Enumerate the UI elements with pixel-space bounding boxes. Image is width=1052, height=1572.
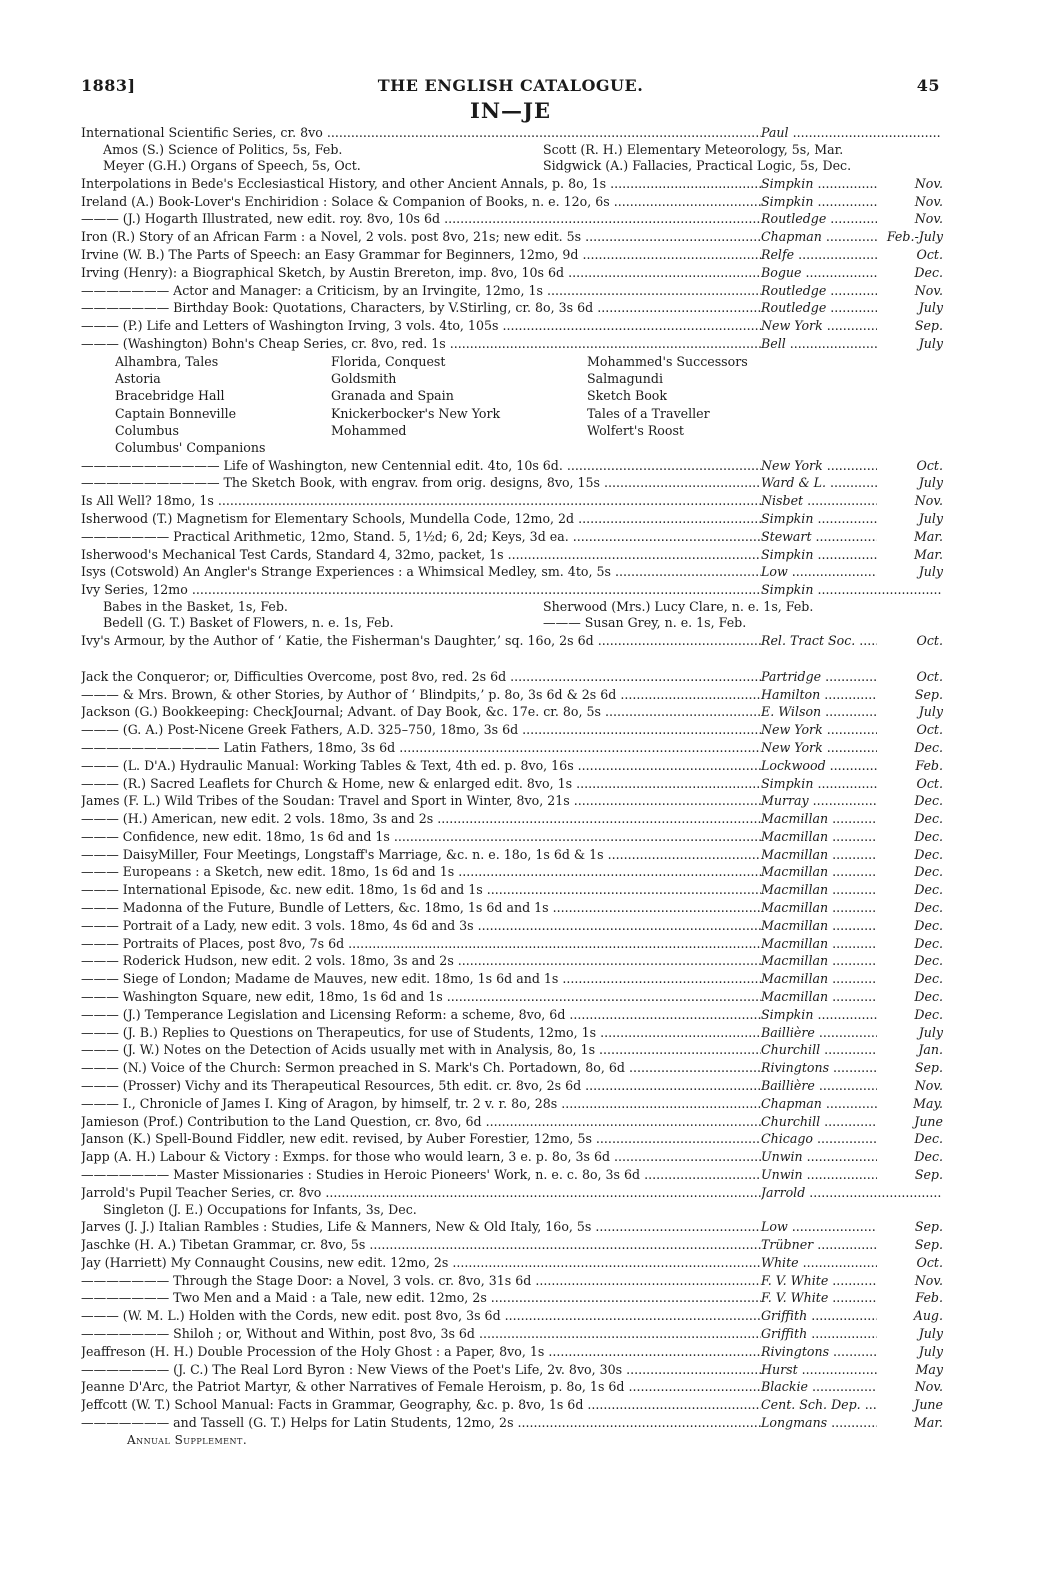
entry-publisher: Blackie ..... [761,1378,941,1396]
entry-title: ——————— Shiloh ; or, Without and Within, post 8vo, 3s 6d ..... [81,1325,761,1343]
entry-title: Isherwood (T.) Magnetism for Elementary Schools, Mundella Code, 12mo, 2d ..... [81,510,761,528]
catalogue-entry [81,1059,943,1077]
entry-publisher: Low ..... [761,563,941,581]
catalogue-entry [81,1414,943,1432]
entry-publisher: Rivingtons ..... [761,1059,941,1077]
sub-entry: Sherwood (Mrs.) Lucy Clare, n. e. 1s, Feb. [543,598,814,614]
entry-title: ——— (H.) American, new edit. 2 vols. 18mo, 3s and 2s ..... [81,810,761,828]
catalogue-entry [81,1041,943,1059]
entry-publisher: Unwin ..... [761,1148,941,1166]
entry-title: Irvine (W. B.) The Parts of Speech: an Easy Grammar for Beginners, 12mo, 9d ..... [81,246,761,264]
entry-month: Sep. [877,317,943,335]
entry-title: Jackson (G.) Bookkeeping: CheckJournal; Advant. of Day Book, &c. 17e. cr. 8o, 5s ..... [81,703,761,721]
entry-title: ——— Siege of London; Madame de Mauves, new edit. 18mo, 1s 6d and 1s ..... [81,970,761,988]
header-year: 1883] [81,76,136,95]
entry-title: Jamieson (Prof.) Contribution to the Land Question, cr. 8vo, 6d ..... [81,1113,761,1131]
work-title: Astoria [115,371,161,387]
entry-publisher: Griffith ..... [761,1325,941,1343]
catalogue-entry [81,1272,943,1290]
catalogue-entry [81,775,943,793]
entry-title: ——— (J.) Hogarth Illustrated, new edit. roy. 8vo, 10s 6d ..... [81,210,761,228]
work-title: Alhambra, Tales [115,353,219,369]
catalogue-entry [81,1148,943,1166]
entry-publisher: Macmillan ..... [761,988,941,1006]
work-title: Granada and Spain [331,388,454,404]
work-title: Goldsmith [331,371,397,387]
sub-entry: Amos (S.) Science of Politics, 5s, Feb. [103,141,343,157]
entry-title: ——————— Two Men and a Maid : a Tale, new edit. 12mo, 2s ..... [81,1289,761,1307]
catalogue-entry [81,210,943,228]
catalogue-entry [81,686,943,704]
entry-title: ——————— (J. C.) The Real Lord Byron : New Views of the Poet's Life, 2v. 8vo, 30s ..... [81,1361,761,1379]
work-title: Wolfert's Roost [587,422,684,438]
entry-publisher: Routledge ..... [761,299,941,317]
entry-publisher: Simpkin ..... [761,193,941,211]
entry-month: May [877,1361,943,1379]
catalogue-entry [81,1077,943,1095]
entry-publisher: Routledge ..... [761,282,941,300]
catalogue-entry [81,917,943,935]
catalogue-entry [81,1325,943,1343]
entry-publisher: Griffith ..... [761,1307,941,1325]
entry-title: ——— (W. M. L.) Holden with the Cords, new edit. post 8vo, 3s 6d ..... [81,1307,761,1325]
entry-month: Dec. [877,1148,943,1166]
entry-title: ——— Madonna of the Future, Bundle of Letters, &c. 18mo, 1s 6d and 1s ..... [81,899,761,917]
entry-month: Oct. [877,457,943,475]
catalogue-entry [81,1095,943,1113]
entry-publisher: New York ..... [761,739,941,757]
work-title [331,439,587,456]
entry-month: Oct. [877,1254,943,1272]
entry-title: Ivy's Armour, by the Author of ‘ Katie, the Fisherman's Daughter,’ sq. 16o, 2s 6d ..... [81,632,761,650]
entry-title: Isherwood's Mechanical Test Cards, Standard 4, 32mo, packet, 1s ..... [81,546,761,564]
entry-publisher: Relfe ..... [761,246,941,264]
entry-title: Iron (R.) Story of an African Farm : a Novel, 2 vols. post 8vo, 21s; new edit. 5s ..... [81,228,761,246]
sub-entry-row [81,615,940,632]
work-title: Salmagundi [587,371,663,387]
sub-entry-row [81,158,940,175]
entries-block-6 [81,1218,943,1432]
entry-publisher: Macmillan ..... [761,917,941,935]
catalogue-entry [81,757,943,775]
entry-month: Oct. [877,668,943,686]
irving-works-grid [81,353,940,457]
catalogue-entry [81,1024,943,1042]
entry-title: Jarrold's Pupil Teacher Series, cr. 8vo ..... [81,1184,761,1202]
entry-title: ——— (Prosser) Vichy and its Therapeutical Resources, 5th edit. cr. 8vo, 2s 6d ..... [81,1077,761,1095]
sub-entry-row [81,1202,940,1219]
entry-title: Janson (K.) Spell-Bound Fiddler, new edit. revised, by Auber Forestier, 12mo, 5s ..... [81,1130,761,1148]
catalogue-entry [81,1130,943,1148]
entry-title: Ireland (A.) Book-Lover's Enchiridion : Solace & Companion of Books, n. e. 12o, 6s ..... [81,193,761,211]
sub-entry: Sidgwick (A.) Fallacies, Practical Logic, 5s, Dec. [543,158,852,174]
entry-title: ——————————— Life of Washington, new Centennial edit. 4to, 10s 6d. ..... [81,457,761,475]
subentries-3 [81,1202,940,1219]
entry-month: Dec. [877,1130,943,1148]
entry-month: July [877,474,943,492]
catalogue-entry [81,335,943,353]
entry-title: Jack the Conqueror; or, Difficulties Overcome, post 8vo, red. 2s 6d ..... [81,668,761,686]
entry-publisher: Simpkin ..... [761,1006,941,1024]
entry-month: Dec. [877,970,943,988]
entry-publisher: Simpkin ..... [761,175,941,193]
entry-publisher: Macmillan ..... [761,863,941,881]
entry-title: ——————————— The Sketch Book, with engrav. from orig. designs, 8vo, 15s ..... [81,474,761,492]
entry-publisher: Churchill ..... [761,1041,941,1059]
catalogue-entry [81,563,943,581]
entry-publisher: F. V. White ..... [761,1272,941,1290]
catalogue-entry [81,1218,943,1236]
catalogue-entry [81,492,943,510]
entry-month: Dec. [877,264,943,282]
entry-month: Nov. [877,210,943,228]
entry-title: Jeanne D'Arc, the Patriot Martyr, & other Narratives of Female Heroism, p. 8o, 1s 6d ..... [81,1378,761,1396]
entry-month: June [877,1396,943,1414]
entry-title: ——————————— Latin Fathers, 18mo, 3s 6d ..... [81,739,761,757]
entry-title: ——— (Washington) Bohn's Cheap Series, cr. 8vo, red. 1s ..... [81,335,761,353]
entry-month: Dec. [877,917,943,935]
entry-month: Sep. [877,1218,943,1236]
entry-publisher: Murray ..... [761,792,941,810]
sub-entry: Meyer (G.H.) Organs of Speech, 5s, Oct. [103,158,361,174]
entry-publisher: Simpkin ..... [761,546,941,564]
entry-title: ——————— Practical Arithmetic, 12mo, Stand. 5, 1½d; 6, 2d; Keys, 3d ea. ..... [81,528,761,546]
entry-title: ——————— Through the Stage Door: a Novel, 3 vols. cr. 8vo, 31s 6d ..... [81,1272,761,1290]
entry-month: Dec. [877,846,943,864]
catalogue-entry [81,299,943,317]
catalogue-entry [81,792,943,810]
entry-title: ——— I., Chronicle of James I. King of Aragon, by himself, tr. 2 v. r. 8o, 28s ..... [81,1095,761,1113]
entry-publisher: Hamilton ..... [761,686,941,704]
entry-month: July [877,703,943,721]
catalogue-entry [81,1236,943,1254]
catalogue-entry [81,863,943,881]
catalogue-entry [81,952,943,970]
entry-month: July [877,510,943,528]
entry-month: Aug. [877,1307,943,1325]
entry-title: ——— (N.) Voice of the Church: Sermon preached in S. Mark's Ch. Portadown, 8o, 6d ..... [81,1059,761,1077]
entry-month: Mar. [877,546,943,564]
entry-month: Nov. [877,175,943,193]
entry-month: Sep. [877,1059,943,1077]
work-title: Mohammed [331,422,407,438]
entry-title: ——— Confidence, new edit. 18mo, 1s 6d and 1s ..... [81,828,761,846]
entry-month: Mar. [877,1414,943,1432]
entry-title: ——— & Mrs. Brown, & other Stories, by Author of ‘ Blindpits,’ p. 8o, 3s 6d & 2s 6d ..... [81,686,761,704]
entry-publisher: Longmans ..... [761,1414,941,1432]
entry-title: ——— (J. W.) Notes on the Detection of Acids usually met with in Analysis, 8o, 1s ..... [81,1041,761,1059]
entry-month: May. [877,1095,943,1113]
entry-title: ——— Roderick Hudson, new edit. 2 vols. 18mo, 3s and 2s ..... [81,952,761,970]
entry-publisher: Rel. Tract Soc. ..... [761,632,941,650]
entry-month: Dec. [877,810,943,828]
entry-publisher: Partridge ..... [761,668,941,686]
entry-month: Sep. [877,1236,943,1254]
catalogue-entry [81,970,943,988]
entry-month: Dec. [877,988,943,1006]
sub-entry: Scott (R. H.) Elementary Meteorology, 5s, Mar. [543,141,844,157]
entry-publisher: Macmillan ..... [761,810,941,828]
catalogue-entry [81,1166,943,1184]
entry-month: Dec. [877,881,943,899]
entry-publisher: Macmillan ..... [761,899,941,917]
catalogue-entry [81,1113,943,1131]
entry-publisher: E. Wilson ..... [761,703,941,721]
entry-title: ——— (L. D'A.) Hydraulic Manual: Working Tables & Text, 4th ed. p. 8vo, 16s ..... [81,757,761,775]
entry-month: Dec. [877,1006,943,1024]
entry-publisher: White ..... [761,1254,941,1272]
catalogue-entry [81,1254,943,1272]
entry-month: July [877,299,943,317]
entry-title: Ivy Series, 12mo ..... [81,581,761,599]
catalogue-entry [81,317,943,335]
entry-month: June [877,1113,943,1131]
work-title: Sketch Book [587,388,667,404]
entry-title: Irving (Henry): a Biographical Sketch, by Austin Brereton, imp. 8vo, 10s 6d ..... [81,264,761,282]
entry-month: July [877,335,943,353]
sub-entry: Singleton (J. E.) Occupations for Infants, 3s, Dec. [103,1201,417,1217]
section-heading: IN—JE [470,98,551,123]
entry-title: ——— (G. A.) Post-Nicene Greek Fathers, A.D. 325–750, 18mo, 3s 6d ..... [81,721,761,739]
work-title: Knickerbocker's New York [331,405,501,421]
entry-title: ——— (R.) Sacred Leaflets for Church & Home, new & enlarged edit. 8vo, 1s ..... [81,775,761,793]
entry-title: ——— Portrait of a Lady, new edit. 3 vols. 18mo, 4s 6d and 3s ..... [81,917,761,935]
sub-entry-row [81,142,940,159]
footer-signature: Annual Supplement. [127,1432,248,1447]
entry-month: Oct. [877,632,943,650]
entry-publisher: Trübner ..... [761,1236,941,1254]
entry-publisher: Ward & L. ..... [761,474,941,492]
entry-publisher: Stewart ..... [761,528,941,546]
entry-title: Jarves (J. J.) Italian Rambles : Studies, Life & Manners, New & Old Italy, 16o, 5s ..... [81,1218,761,1236]
entry-publisher: Simpkin ..... [761,581,941,599]
entry-month: Nov. [877,1378,943,1396]
entry-title: Interpolations in Bede's Ecclesiastical History, and other Ancient Annals, p. 8o, 1s ..... [81,175,761,193]
entry-publisher: Simpkin ..... [761,775,941,793]
entry-month: Feb. [877,757,943,775]
sub-entry: Bedell (G. T.) Basket of Flowers, n. e. 1s, Feb. [103,615,394,631]
sub-entry-row [81,599,940,616]
entry-publisher: Rivingtons ..... [761,1343,941,1361]
entry-month: Nov. [877,492,943,510]
work-title: Captain Bonneville [115,405,237,421]
entry-publisher: New York ..... [761,721,941,739]
catalogue-entry [81,246,943,264]
entry-title: ——————— and Tassell (G. T.) Helps for Latin Students, 12mo, 2s ..... [81,1414,761,1432]
entry-title: ——————— Actor and Manager: a Criticism, by an Irvingite, 12mo, 1s ..... [81,282,761,300]
catalogue-entry [81,935,943,953]
entry-title: ——— Portraits of Places, post 8vo, 7s 6d ..... [81,935,761,953]
sub-entry: ——— Susan Grey, n. e. 1s, Feb. [543,615,747,631]
catalogue-entry [81,881,943,899]
catalogue-entry [81,1343,943,1361]
subentries-2 [81,599,940,632]
entry-month: Dec. [877,899,943,917]
running-header [81,76,940,96]
entry-title: Jay (Harriett) My Connaught Cousins, new edit. 12mo, 2s ..... [81,1254,761,1272]
catalogue-entry [81,846,943,864]
catalogue-entry [81,510,943,528]
entry-title: ——————— Master Missionaries : Studies in Heroic Pioneers' Work, n. e. c. 8o, 3s 6d ..... [81,1166,761,1184]
catalogue-entry [81,739,943,757]
entry-month: Nov. [877,1077,943,1095]
entry-month: Sep. [877,686,943,704]
entry-publisher: Nisbet ..... [761,492,941,510]
entry-month: Dec. [877,792,943,810]
entry-title: James (F. L.) Wild Tribes of the Soudan: Travel and Sport in Winter, 8vo, 21s ..... [81,792,761,810]
catalogue-entry [81,193,943,211]
catalogue-entry [81,828,943,846]
work-title: Columbus [115,422,179,438]
catalogue-entry [81,264,943,282]
entry-publisher: Baillière ..... [761,1024,941,1042]
work-title: Mohammed's Successors [587,353,748,369]
entry-publisher: Macmillan ..... [761,935,941,953]
entry-month: Dec. [877,952,943,970]
entry-title: Jeffcott (W. T.) School Manual: Facts in Grammar, Geography, &c. p. 8vo, 1s 6d ..... [81,1396,761,1414]
entry-title: ——— Washington Square, new edit, 18mo, 1s 6d and 1s ..... [81,988,761,1006]
entry-publisher: Bell ..... [761,335,941,353]
catalogue-entry [81,546,943,564]
entry-publisher: Macmillan ..... [761,846,941,864]
entry-month [877,124,943,142]
work-title: Tales of a Traveller [587,405,710,421]
entry-month: Nov. [877,282,943,300]
entry-title: ——— (J.) Temperance Legislation and Licensing Reform: a scheme, 8vo, 6d ..... [81,1006,761,1024]
page-number: 45 [916,76,940,95]
entry-month: July [877,563,943,581]
header-title: THE ENGLISH CATALOGUE. [377,76,644,95]
entry-month: July [877,1024,943,1042]
entry-month: Dec. [877,935,943,953]
entry-title: Japp (A. H.) Labour & Victory : Exmps. for those who would learn, 3 e. p. 8o, 3s 6d ..... [81,1148,761,1166]
entry-title: Jaschke (H. A.) Tibetan Grammar, cr. 8vo, 5s ..... [81,1236,761,1254]
entries-block-3 [81,457,943,599]
entry-publisher: Cent. Sch. Dep. ..... [761,1396,941,1414]
entry-month: Feb. [877,1289,943,1307]
catalogue-entry [81,175,943,193]
entries-block-2 [81,175,943,353]
catalogue-entry [81,1289,943,1307]
catalogue-entry [81,581,940,599]
subentries-1 [81,142,940,175]
entry-publisher: Baillière ..... [761,1077,941,1095]
catalogue-entry [81,1184,940,1202]
entry-publisher: Churchill ..... [761,1113,941,1131]
entry-month: Dec. [877,828,943,846]
catalogue-entry [81,703,943,721]
entry-month: Jan. [877,1041,943,1059]
entry-publisher: Chapman ..... [761,228,941,246]
section-gap [81,650,940,668]
work-title [587,439,807,456]
entry-publisher: Routledge ..... [761,210,941,228]
catalogue-entry [81,457,943,475]
entry-month: Mar. [877,528,943,546]
catalogue-entry [81,1006,943,1024]
catalogue-entry [81,1307,943,1325]
catalogue-entry [81,810,943,828]
work-title: Florida, Conquest [331,353,446,369]
entry-publisher: Macmillan ..... [761,952,941,970]
entry-title: ——————— Birthday Book: Quotations, Characters, by V.Stirling, cr. 8o, 3s 6d ..... [81,299,761,317]
catalogue-entry [81,1361,943,1379]
entry-publisher: Low ..... [761,1218,941,1236]
entry-title: ——— (P.) Life and Letters of Washington Irving, 3 vols. 4to, 105s ..... [81,317,761,335]
entry-publisher: New York ..... [761,457,941,475]
entry-title: International Scientific Series, cr. 8vo ..... [81,124,761,142]
entry-publisher: F. V. White ..... [761,1289,941,1307]
entry-publisher: Lockwood ..... [761,757,941,775]
catalogue-entry [81,1396,943,1414]
catalogue-entry [81,1378,943,1396]
catalogue-entry [81,632,943,650]
entry-title: Jeaffreson (H. H.) Double Procession of the Holy Ghost : a Paper, 8vo, 1s ..... [81,1343,761,1361]
catalogue-entry [81,474,943,492]
entry-title: ——— International Episode, &c. new edit. 18mo, 1s 6d and 1s ..... [81,881,761,899]
entry-publisher: New York ..... [761,317,941,335]
entries-block-4 [81,632,943,650]
entry-publisher: Macmillan ..... [761,970,941,988]
entry-title: Isys (Cotswold) An Angler's Strange Experiences : a Whimsical Medley, sm. 4to, 5s ..... [81,563,761,581]
entry-publisher: Bogue ..... [761,264,941,282]
entry-title: Is All Well? 18mo, 1s ..... [81,492,761,510]
catalogue-entry [81,721,943,739]
entry-publisher: Macmillan ..... [761,881,941,899]
entry-title: ——— Europeans : a Sketch, new edit. 18mo, 1s 6d and 1s ..... [81,863,761,881]
work-title: Bracebridge Hall [115,388,225,404]
work-title: Columbus' Companions [115,440,266,456]
entry-month: Sep. [877,1166,943,1184]
catalogue-entry [81,899,943,917]
entries-block-5 [81,668,943,1202]
sub-entry: Babes in the Basket, 1s, Feb. [103,598,288,614]
entry-publisher: Hurst ..... [761,1361,941,1379]
entry-publisher: Jarrold ..... [761,1184,941,1202]
entry-month: July [877,1343,943,1361]
entry-month: Dec. [877,863,943,881]
catalogue-entry [81,124,940,142]
entry-publisher: Unwin ..... [761,1166,941,1184]
entry-month: Nov. [877,193,943,211]
entry-month [877,1184,943,1202]
catalogue-entry [81,282,943,300]
entry-month [877,581,943,599]
entry-publisher: Chicago ..... [761,1130,941,1148]
catalogue-entry [81,668,943,686]
entry-month: Oct. [877,721,943,739]
catalogue-entry [81,528,943,546]
entry-month: Feb.-July [877,228,943,246]
entry-publisher: Paul ..... [761,124,941,142]
entry-month: July [877,1325,943,1343]
entry-publisher: Macmillan ..... [761,828,941,846]
catalogue-entry [81,228,943,246]
entry-month: Nov. [877,1272,943,1290]
entry-month: Oct. [877,775,943,793]
entry-title: ——— (J. B.) Replies to Questions on Therapeutics, for use of Students, 12mo, 1s ..... [81,1024,761,1042]
entry-month: Dec. [877,739,943,757]
entry-month: Oct. [877,246,943,264]
entry-publisher: Simpkin ..... [761,510,941,528]
entry-publisher: Chapman ..... [761,1095,941,1113]
catalogue-entry [81,988,943,1006]
entry-title: ——— DaisyMiller, Four Meetings, Longstaff's Marriage, &c. n. e. 18o, 1s 6d & 1s ..... [81,846,761,864]
entries-block-1 [81,124,940,142]
